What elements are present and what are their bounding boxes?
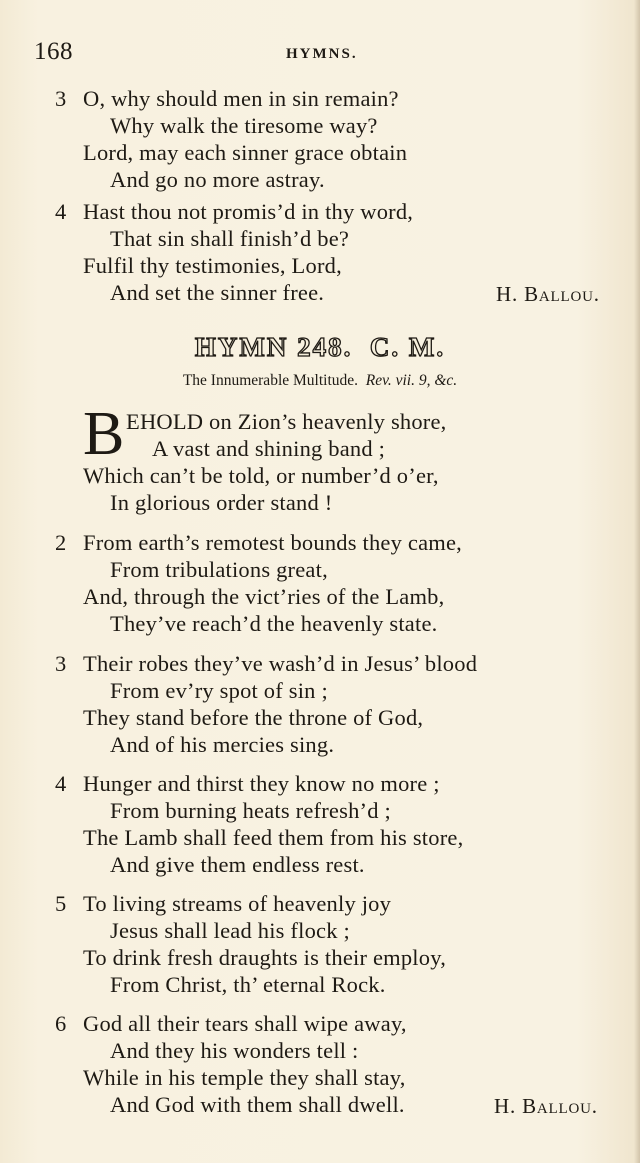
scripture-reference: Rev. vii. 9, &c. <box>365 372 458 389</box>
verse-line: From ev’ry spot of sin ; <box>110 678 328 703</box>
author-attribution <box>494 1093 598 1119</box>
verse-line: O, why should men in sin remain? <box>83 86 399 111</box>
verse-line: Hast thou not promis’d in thy word, <box>83 199 414 224</box>
page-number: 168 <box>34 38 73 65</box>
verse-line: Hunger and thirst they know no more ; <box>83 771 440 796</box>
stanza-number: 2 <box>55 530 67 555</box>
verse-line: And give them endless rest. <box>110 852 365 877</box>
verse-line: From burning heats refresh’d ; <box>110 798 391 823</box>
author-attribution <box>496 281 600 307</box>
verse-line: And set the sinner free. <box>110 280 325 305</box>
verse-line: To living streams of heavenly joy <box>83 891 392 916</box>
page-edge-shadow <box>634 0 640 1163</box>
verse-line: And go no more astray. <box>110 167 325 192</box>
stanza-number: 5 <box>55 891 67 916</box>
verse-line: God all their tears shall wipe away, <box>83 1011 407 1036</box>
verse-line: EHOLD on Zion’s heavenly shore, <box>126 409 447 434</box>
drop-cap: B <box>83 400 125 468</box>
verse-line: To drink fresh draughts is their employ, <box>83 945 447 970</box>
stanza-number: 6 <box>55 1011 67 1036</box>
hymn-theme: The Innumerable Multitude. <box>182 372 359 389</box>
verse-line: In glorious order stand ! <box>110 490 333 515</box>
hymn-title <box>0 332 640 363</box>
running-head: HYMNS. <box>286 46 358 62</box>
verse-line: From tribulations great, <box>110 557 328 582</box>
stanza-number: 3 <box>55 86 67 111</box>
author-initial: H. <box>496 282 519 306</box>
verse-line: From earth’s remotest bounds they came, <box>83 530 462 555</box>
verse-line: They stand before the throne of God, <box>83 705 424 730</box>
verse-line: Lord, may each sinner grace obtain <box>83 140 408 165</box>
hymn-meter: C. M. <box>369 332 446 362</box>
verse-line: A vast and shining band ; <box>152 436 386 461</box>
stanza-number: 4 <box>55 771 67 796</box>
stanza-number: 3 <box>55 651 67 676</box>
stanza-number: 4 <box>55 199 67 224</box>
hymn-number: HYMN 248. <box>194 332 353 362</box>
page-header <box>34 38 624 68</box>
verse-line: Why walk the tiresome way? <box>110 113 378 138</box>
author-surname: Ballou. <box>524 282 600 306</box>
hymn-subtitle <box>0 372 640 390</box>
verse-line: The Lamb shall feed them from his store, <box>83 825 464 850</box>
verse-line: From Christ, th’ eternal Rock. <box>110 972 386 997</box>
verse-line: Their robes they’ve wash’d in Jesus’ blood <box>83 651 478 676</box>
verse-line: That sin shall finish’d be? <box>110 226 350 251</box>
verse-line: They’ve reach’d the heavenly state. <box>110 611 438 636</box>
author-surname: Ballou. <box>522 1094 598 1118</box>
verse-line: While in his temple they shall stay, <box>83 1065 406 1090</box>
verse-line: And they his wonders tell : <box>110 1038 359 1063</box>
verse-line: Which can’t be told, or number’d o’er, <box>83 463 439 488</box>
verse-line: Fulfil thy testimonies, Lord, <box>83 253 342 278</box>
verse-line: And, through the vict’ries of the Lamb, <box>83 584 445 609</box>
verse-line: And God with them shall dwell. <box>110 1092 405 1117</box>
author-initial: H. <box>494 1094 517 1118</box>
verse-line: And of his mercies sing. <box>110 732 335 757</box>
verse-line: Jesus shall lead his flock ; <box>110 918 350 943</box>
